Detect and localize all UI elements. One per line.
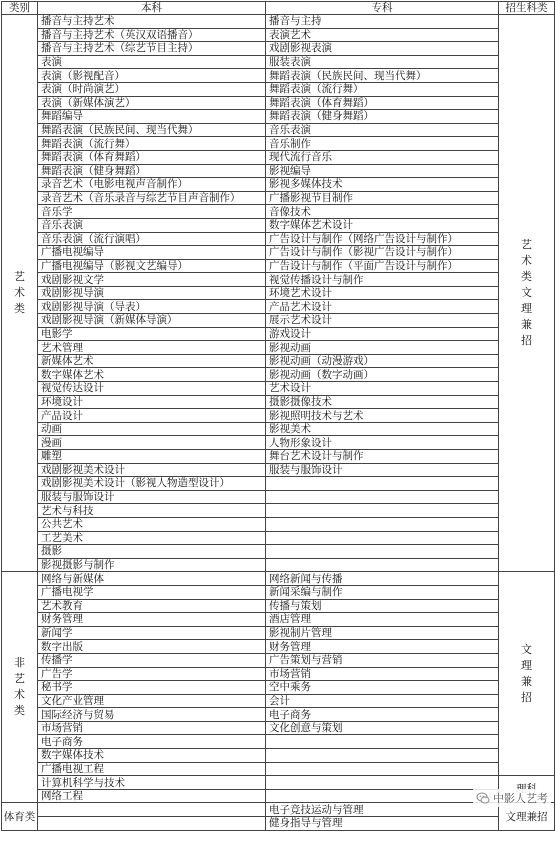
undergrad-major: 广播电视编导	[38, 246, 266, 260]
undergrad-major: 计算机科学与技术	[38, 776, 266, 790]
junior-major: 传播与策划	[266, 599, 499, 613]
junior-major: 酒店管理	[266, 613, 499, 627]
table-row	[2, 232, 555, 246]
undergrad-major: 电影学	[38, 327, 266, 341]
header-junior: 专科	[266, 2, 499, 15]
table-row	[2, 762, 555, 776]
table-row	[2, 82, 555, 96]
junior-major: 网络新闻与传播	[266, 572, 499, 586]
junior-major: 影视编导	[266, 164, 499, 178]
junior-major: 音乐表演	[266, 123, 499, 137]
undergrad-major: 音乐表演	[38, 218, 266, 232]
junior-major: 广播影视节目制作	[266, 191, 499, 205]
table-row	[2, 69, 555, 83]
undergrad-major: 舞蹈表演（健身舞蹈）	[38, 164, 266, 178]
major-table-sheet	[1, 1, 554, 841]
junior-major: 广告设计与制作（影视广告设计与制作）	[266, 246, 499, 260]
undergrad-major: 工艺美术	[38, 531, 266, 545]
junior-major: 艺术设计	[266, 382, 499, 396]
table-row	[2, 667, 555, 681]
junior-major: 电子商务	[266, 708, 499, 722]
junior-major: 市场营销	[266, 667, 499, 681]
undergrad-major: 艺术管理	[38, 341, 266, 355]
table-row	[2, 28, 555, 42]
junior-major: 财务管理	[266, 640, 499, 654]
undergrad-major: 表演（时尚演艺）	[38, 82, 266, 96]
table-row	[2, 314, 555, 328]
table-row	[2, 286, 555, 300]
junior-major: 新闻采编与制作	[266, 585, 499, 599]
undergrad-major: 国际经济与贸易	[38, 708, 266, 722]
junior-major: 空中乘务	[266, 681, 499, 695]
junior-major: 现代流行音乐	[266, 150, 499, 164]
undergrad-major: 影视摄影与制作	[38, 558, 266, 572]
table-row	[2, 273, 555, 287]
table-body	[2, 15, 555, 831]
junior-major: 播音与主持	[266, 15, 499, 29]
junior-major: 戏剧影视表演	[266, 42, 499, 56]
admission-nonart-wl-text: 文理兼招	[521, 642, 532, 704]
table-row	[2, 694, 555, 708]
undergrad-major: 广播电视工程	[38, 762, 266, 776]
junior-major	[266, 477, 499, 491]
category-sports	[2, 803, 38, 830]
junior-major: 人物形象设计	[266, 436, 499, 450]
junior-major: 影视动画（数字动画）	[266, 368, 499, 382]
undergrad-major: 戏剧影视导演	[38, 286, 266, 300]
junior-major: 展示艺术设计	[266, 314, 499, 328]
table-row	[2, 653, 555, 667]
undergrad-major: 舞蹈表演（体育舞蹈）	[38, 150, 266, 164]
junior-major: 服装与服饰设计	[266, 463, 499, 477]
table-row	[2, 626, 555, 640]
undergrad-major: 电子商务	[38, 735, 266, 749]
undergrad-major: 舞蹈编导	[38, 110, 266, 124]
junior-major: 视觉传播设计与制作	[266, 273, 499, 287]
table-row	[2, 96, 555, 110]
table-row	[2, 789, 555, 803]
undergrad-major: 广告学	[38, 667, 266, 681]
undergrad-major: 产品设计	[38, 409, 266, 423]
junior-major	[266, 749, 499, 763]
table-row	[2, 517, 555, 531]
junior-major: 广告设计与制作（网络广告设计与制作）	[266, 232, 499, 246]
major-table	[1, 1, 555, 831]
junior-major: 影视制片管理	[266, 626, 499, 640]
table-row	[2, 463, 555, 477]
table-row	[2, 681, 555, 695]
undergrad-major: 舞蹈表演（民族民间、现当代舞）	[38, 123, 266, 137]
undergrad-major: 新闻学	[38, 626, 266, 640]
undergrad-major: 播音与主持艺术（综艺节目主持）	[38, 42, 266, 56]
undergrad-major: 戏剧影视美术设计（影视人物造型设计）	[38, 477, 266, 491]
undergrad-major: 财务管理	[38, 613, 266, 627]
junior-major: 产品艺术设计	[266, 300, 499, 314]
category-art-text: 艺术类	[14, 270, 25, 316]
category-art	[2, 15, 38, 572]
table-row	[2, 164, 555, 178]
undergrad-major: 摄影	[38, 545, 266, 559]
undergrad-major: 网络工程	[38, 789, 266, 803]
junior-major: 表演艺术	[266, 28, 499, 42]
admission-art	[499, 15, 555, 572]
junior-major: 电子竞技运动与管理	[266, 803, 499, 817]
undergrad-major: 录音艺术（音乐录音与综艺节目声音制作）	[38, 191, 266, 205]
undergrad-major: 数字出版	[38, 640, 266, 654]
undergrad-major: 录音艺术（电影电视声音制作）	[38, 178, 266, 192]
junior-major	[266, 545, 499, 559]
watermark	[473, 789, 551, 807]
junior-major: 影视美术	[266, 422, 499, 436]
table-row	[2, 205, 555, 219]
undergrad-major: 音乐学	[38, 205, 266, 219]
table-row	[2, 368, 555, 382]
undergrad-major: 漫画	[38, 436, 266, 450]
junior-major	[266, 490, 499, 504]
undergrad-major: 新媒体艺术	[38, 354, 266, 368]
category-nonart	[2, 572, 38, 803]
admission-art-text: 艺术类文理兼招	[521, 238, 532, 348]
junior-major: 舞台艺术设计与制作	[266, 450, 499, 464]
header-undergrad: 本科	[38, 2, 266, 15]
header-admission: 招生科类	[499, 2, 555, 15]
junior-major	[266, 776, 499, 790]
junior-major: 游戏设计	[266, 327, 499, 341]
admission-nonart-wl	[499, 572, 555, 776]
junior-major: 服装表演	[266, 55, 499, 69]
table-row	[2, 42, 555, 56]
table-row	[2, 341, 555, 355]
header-category: 类别	[2, 2, 38, 15]
junior-major: 摄影摄像技术	[266, 395, 499, 409]
undergrad-major: 舞蹈表演（流行舞）	[38, 137, 266, 151]
undergrad-major: 播音与主持艺术（英汉双语播音）	[38, 28, 266, 42]
table-row	[2, 259, 555, 273]
undergrad-major: 戏剧影视导演（新媒体导演）	[38, 314, 266, 328]
table-row	[2, 110, 555, 124]
table-row	[2, 504, 555, 518]
junior-major: 数字媒体艺术设计	[266, 218, 499, 232]
table-row	[2, 218, 555, 232]
table-row	[2, 327, 555, 341]
table-row	[2, 137, 555, 151]
admission-sports: 文理兼招	[499, 803, 555, 830]
table-row	[2, 150, 555, 164]
undergrad-major: 音乐表演（流行演唱）	[38, 232, 266, 246]
table-row	[2, 545, 555, 559]
undergrad-major: 网络与新媒体	[38, 572, 266, 586]
table-row	[2, 708, 555, 722]
undergrad-major: 表演	[38, 55, 266, 69]
undergrad-major: 播音与主持艺术	[38, 15, 266, 29]
table-row	[2, 246, 555, 260]
table-row	[2, 599, 555, 613]
table-row	[2, 191, 555, 205]
table-row	[2, 436, 555, 450]
undergrad-major: 秘书学	[38, 681, 266, 695]
table-row	[2, 558, 555, 572]
table-row	[2, 585, 555, 599]
undergrad-major: 视觉传达设计	[38, 382, 266, 396]
table-row	[2, 15, 555, 29]
junior-major: 环境艺术设计	[266, 286, 499, 300]
undergrad-major: 表演（影视配音）	[38, 69, 266, 83]
undergrad-major: 雕塑	[38, 450, 266, 464]
table-row	[2, 300, 555, 314]
category-nonart-text: 非艺术类	[14, 656, 25, 718]
undergrad-major: 文化产业管理	[38, 694, 266, 708]
undergrad-major: 数字媒体技术	[38, 749, 266, 763]
junior-major	[266, 558, 499, 572]
undergrad-major: 数字媒体艺术	[38, 368, 266, 382]
junior-major: 音乐制作	[266, 137, 499, 151]
undergrad-major	[38, 803, 266, 817]
table-row	[2, 817, 555, 831]
category-sports-text: 体育类	[3, 810, 36, 823]
undergrad-major: 艺术教育	[38, 599, 266, 613]
table-row	[2, 409, 555, 423]
table-row	[2, 749, 555, 763]
junior-major: 影视照明技术与艺术	[266, 409, 499, 423]
table-row	[2, 803, 555, 817]
undergrad-major: 戏剧影视导演（导表）	[38, 300, 266, 314]
undergrad-major: 环境设计	[38, 395, 266, 409]
junior-major	[266, 504, 499, 518]
table-row	[2, 422, 555, 436]
table-row	[2, 572, 555, 586]
junior-major: 广告设计与制作（平面广告设计与制作）	[266, 259, 499, 273]
header-row	[2, 2, 555, 15]
junior-major: 舞蹈表演（民族民间、现当代舞）	[266, 69, 499, 83]
junior-major: 舞蹈表演（体育舞蹈）	[266, 96, 499, 110]
table-row	[2, 735, 555, 749]
undergrad-major: 传播学	[38, 653, 266, 667]
undergrad-major: 市场营销	[38, 721, 266, 735]
junior-major: 影视动画	[266, 341, 499, 355]
junior-major: 影视动画（动漫游戏）	[266, 354, 499, 368]
undergrad-major: 动画	[38, 422, 266, 436]
junior-major: 健身指导与管理	[266, 817, 499, 831]
table-row	[2, 776, 555, 790]
junior-major: 影视多媒体技术	[266, 178, 499, 192]
junior-major: 舞蹈表演（流行舞）	[266, 82, 499, 96]
undergrad-major: 服装与服饰设计	[38, 490, 266, 504]
undergrad-major: 戏剧影视文学	[38, 273, 266, 287]
junior-major: 舞蹈表演（健身舞蹈）	[266, 110, 499, 124]
undergrad-major: 表演（新媒体演艺）	[38, 96, 266, 110]
table-row	[2, 123, 555, 137]
table-row	[2, 640, 555, 654]
table-row	[2, 55, 555, 69]
watermark-text: 中影人艺考	[493, 792, 548, 805]
table-row	[2, 531, 555, 545]
undergrad-major: 艺术与科技	[38, 504, 266, 518]
table-row	[2, 721, 555, 735]
junior-major	[266, 762, 499, 776]
table-row	[2, 477, 555, 491]
undergrad-major: 公共艺术	[38, 517, 266, 531]
table-row	[2, 178, 555, 192]
junior-major	[266, 531, 499, 545]
junior-major: 音像技术	[266, 205, 499, 219]
undergrad-major	[38, 817, 266, 831]
table-row	[2, 450, 555, 464]
table-row	[2, 613, 555, 627]
junior-major	[266, 517, 499, 531]
undergrad-major: 戏剧影视美术设计	[38, 463, 266, 477]
wechat-icon	[476, 791, 490, 805]
undergrad-major: 广播电视编导（影视文艺编导）	[38, 259, 266, 273]
table-row	[2, 354, 555, 368]
junior-major: 会计	[266, 694, 499, 708]
junior-major: 文化创意与策划	[266, 721, 499, 735]
junior-major: 广告策划与营销	[266, 653, 499, 667]
table-row	[2, 382, 555, 396]
table-row	[2, 395, 555, 409]
undergrad-major: 广播电视学	[38, 585, 266, 599]
junior-major	[266, 735, 499, 749]
table-row	[2, 490, 555, 504]
junior-major	[266, 789, 499, 803]
